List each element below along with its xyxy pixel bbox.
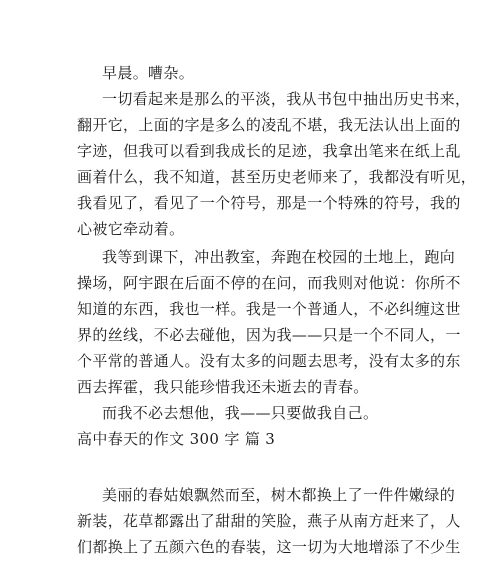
text-line: 美丽的春姑娘飘然而至，树木都换上了一件件嫩绿的: [102, 486, 456, 504]
text-line: 字迹，但我可以看到我成长的足迹，我拿出笔来在纸上乱: [77, 142, 461, 160]
text-line: 操场，阿宇跟在后面不停的在问，而我则对他说：你所不: [77, 274, 461, 292]
text-line: 早晨。嘈杂。: [102, 64, 195, 82]
text-line: 我看见了，看见了一个符号，那是一个特殊的符号，我的: [77, 194, 461, 212]
text-line: 新装，花草都露出了甜甜的笑脸，燕子从南方赶来了，人: [77, 512, 461, 530]
text-line: 个平常的普通人。没有太多的问题去思考，没有太多的东: [77, 352, 461, 370]
text-line: 而我不必去想他，我——只要做我自己。: [102, 404, 379, 422]
text-line: 们都换上了五颜六色的春装，这一切为大地增添了不少生: [77, 538, 461, 556]
text-line: 画着什么，我不知道，甚至历史老师来了，我都没有听见，: [77, 168, 477, 186]
text-line: 界的丝线，不必去碰他，因为我——只是一个不同人，一: [77, 326, 461, 344]
text-line: 西去挥霍，我只能珍惜我还未逝去的青春。: [77, 378, 369, 396]
text-line: 我等到课下，冲出教室，奔跑在校园的土地上，跑向: [102, 248, 456, 266]
text-line: 翻开它，上面的字是多么的凌乱不堪，我无法认出上面的: [77, 116, 461, 134]
text-line: 一切看起来是那么的平淡，我从书包中抽出历史书来，: [102, 90, 471, 108]
section-heading: 高中春天的作文 300 字 篇 3: [77, 430, 276, 448]
text-line: 心被它牵动着。: [77, 220, 185, 238]
text-line: 知道的东西，我也一样。我是一个普通人，不必纠缠这世: [77, 300, 461, 318]
